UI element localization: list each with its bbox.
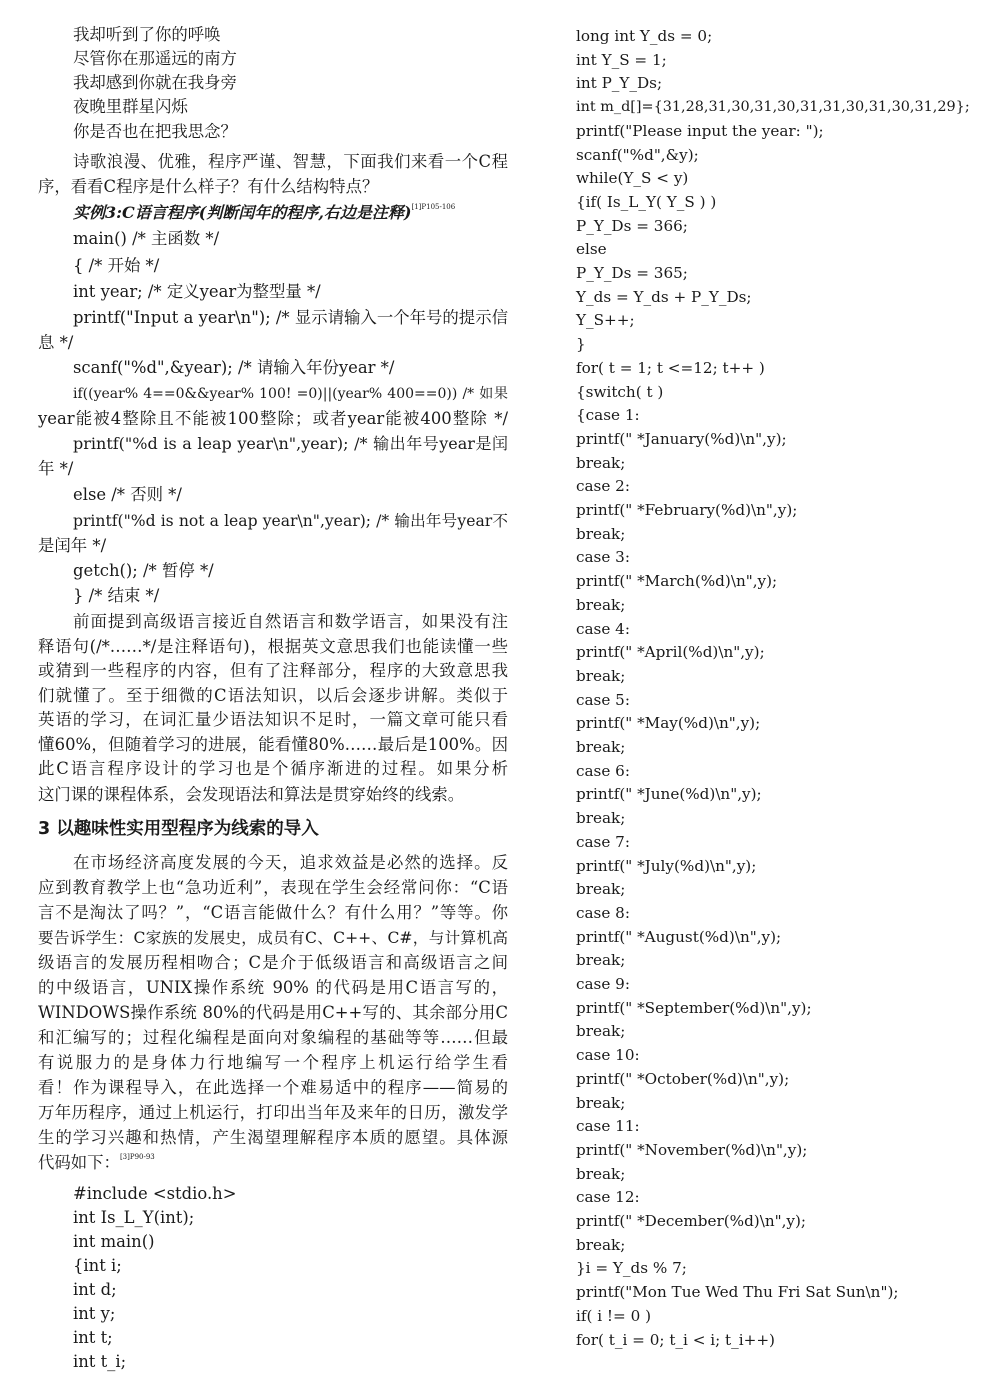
code-line: printf(" *April(%d)\n",y);	[576, 643, 765, 662]
code-line: case 7:	[576, 832, 630, 851]
paragraph-line: 级语言的发展历程相吻合；C是介于低级语言和高级语言之间	[38, 953, 508, 972]
paragraph-line	[38, 1153, 155, 1173]
section-heading: 3 以趣味性实用型程序为线索的导入	[38, 819, 319, 839]
paragraph-line: 序，看看C程序是什么样子？有什么结构特点？	[38, 177, 379, 196]
code-line: printf(" *September(%d)\n",y);	[576, 998, 812, 1017]
code-line: break;	[576, 1235, 626, 1254]
code-line: case 2:	[576, 477, 630, 496]
paragraph-line: 诗歌浪漫、优雅，程序严谨、智慧，下面我们来看一个C程	[73, 152, 508, 171]
paragraph-line: WINDOWS操作系统 80%的代码是用C++写的、其余部分用C	[38, 1003, 508, 1022]
code-line: case 6:	[576, 761, 630, 780]
code-line: break;	[576, 1164, 626, 1183]
code-line: {if( Is_L_Y( Y_S ) )	[576, 192, 717, 211]
code-line: case 9:	[576, 975, 630, 993]
code-line: int P_Y_Ds;	[576, 74, 663, 93]
paragraph-text: 代码如下：	[38, 1153, 120, 1172]
paragraph-line: 万年历程序，通过上机运行，打印出当年及来年的日历，激发学	[38, 1103, 508, 1122]
code-line: Y_S++;	[576, 311, 635, 330]
paragraph-line: 们就懂了。至于细微的C语法知识，以后会逐步讲解。类似于	[38, 686, 508, 705]
code-line: else /* 否则 */	[73, 485, 182, 504]
code-line: Y_ds = Y_ds + P_Y_Ds;	[576, 287, 752, 306]
code-line: int y;	[73, 1304, 116, 1323]
code-line: case 5:	[576, 690, 630, 709]
code-line: main() /* 主函数 */	[73, 229, 220, 248]
poem-line: 夜晚里群星闪烁	[73, 97, 188, 116]
code-line: for( t = 1; t <=12; t++ )	[576, 358, 765, 377]
code-line: int year; /* 定义year为整型量 */	[73, 282, 321, 301]
code-line: scanf("%d",&year); /* 请输入年份year */	[73, 358, 395, 377]
code-line: scanf("%d",&y);	[576, 145, 699, 164]
code-line: } /* 结束 */	[73, 586, 160, 605]
paragraph-line: 应到教育教学上也“急功近利”，表现在学生会经常问你：“C语	[38, 878, 508, 897]
paragraph-line: 懂60%，但随着学习的进展，能看懂80%……最后是100%。因	[38, 735, 508, 754]
code-line: printf(" *February(%d)\n",y);	[576, 501, 798, 519]
code-line: {switch( t )	[576, 382, 664, 401]
code-line: break;	[576, 1093, 626, 1112]
code-line: 年 */	[38, 459, 74, 478]
code-line: printf(" *January(%d)\n",y);	[576, 429, 787, 448]
paragraph-line: 释语句(/*……*/是注释语句)，根据英文意思我们也能读懂一些	[38, 637, 508, 656]
code-line: break;	[576, 524, 626, 543]
code-line: case 8:	[576, 903, 630, 922]
poem-line: 我却感到你就在我身旁	[73, 73, 237, 92]
paragraph-line: 生的学习兴趣和热情，产生渴望理解程序本质的愿望。具体源	[38, 1128, 508, 1147]
poem-line: 我却听到了你的呼唤	[73, 25, 221, 44]
code-line: break;	[576, 666, 626, 685]
code-line: }i = Y_ds % 7;	[576, 1259, 687, 1278]
code-line: else	[576, 240, 607, 259]
code-line: int Is_L_Y(int);	[73, 1208, 195, 1227]
code-line: printf("Input a year\n"); /* 显示请输入一个年号的提示信	[73, 308, 508, 327]
code-line: long int Y_ds = 0;	[576, 27, 713, 45]
code-line: year能被4整除且不能被100整除；或者year能被400整除 */	[38, 409, 508, 428]
code-line: for( t_i = 0; t_i < i; t_i++)	[576, 1330, 775, 1349]
code-line: case 10:	[576, 1046, 640, 1065]
code-line: break;	[576, 951, 626, 970]
paragraph-line: 英语的学习，在词汇量少语法知识不足时，一篇文章可能只看	[38, 710, 508, 729]
code-line: printf(" *August(%d)\n",y);	[576, 927, 782, 946]
code-line: while(Y_S < y)	[576, 169, 689, 188]
paragraph-line: 的中级语言，UNIX操作系统 90% 的代码是用C语言写的，	[38, 978, 508, 997]
paragraph-line: 前面提到高级语言接近自然语言和数学语言，如果没有注	[73, 612, 508, 631]
paragraph-line: 在市场经济高度发展的今天，追求效益是必然的选择。反	[73, 853, 508, 872]
code-line: { /* 开始 */	[73, 256, 160, 275]
example-caption	[73, 203, 455, 223]
code-line: printf(" *May(%d)\n",y);	[576, 714, 761, 733]
code-line: int t;	[73, 1328, 113, 1347]
paragraph-line: 有说服力的是身体力行地编写一个程序上机运行给学生看	[38, 1053, 508, 1072]
code-line: break;	[576, 595, 626, 614]
code-line: #include <stdio.h>	[73, 1184, 237, 1203]
code-line: printf(" *July(%d)\n",y);	[576, 856, 757, 875]
code-line: case 3:	[576, 548, 630, 567]
paragraph-line: 要告诉学生：C家族的发展史，成员有C、C++、C#，与计算机高	[38, 929, 508, 947]
code-line: printf(" *March(%d)\n",y);	[576, 572, 778, 591]
example-reference: [1]P105-106	[411, 203, 456, 211]
code-line: printf(" *June(%d)\n",y);	[576, 785, 762, 804]
example-title: 实例3:C语言程序(判断闰年的程序,右边是注释)	[73, 203, 412, 222]
poem-line: 你是否也在把我思念？	[73, 122, 237, 141]
code-line: break;	[576, 809, 626, 828]
paragraph-line: 和汇编写的；过程化编程是面向对象编程的基础等等……但最	[38, 1028, 508, 1047]
code-line: getch(); /* 暂停 */	[73, 561, 214, 580]
code-line: printf("%d is a leap year\n",year); /* 输出年号year是闰	[73, 434, 508, 453]
code-line: int m_d[]={31,28,31,30,31,30,31,31,30,31,30,31,29};	[576, 99, 970, 116]
code-line: P_Y_Ds = 366;	[576, 216, 688, 235]
code-line: int Y_S = 1;	[576, 50, 667, 69]
code-line: case 12:	[576, 1188, 640, 1207]
code-line: case 4:	[576, 619, 630, 638]
code-line: printf("%d is not a leap year\n",year); /* 输出年号year不	[73, 512, 508, 530]
code-line: int t_i;	[73, 1352, 127, 1371]
code-line: 是闰年 */	[38, 536, 107, 555]
code-line: 息 */	[38, 333, 74, 352]
code-line: case 11:	[576, 1117, 640, 1136]
paragraph-line: 看！作为课程导入，在此选择一个难易适中的程序——简易的	[38, 1078, 508, 1097]
paragraph-line: 这门课的课程体系，会发现语法和算法是贯穿始终的线索。	[38, 785, 465, 804]
code-line: printf(" *October(%d)\n",y);	[576, 1069, 790, 1088]
code-line: printf("Please input the year: ");	[576, 121, 824, 140]
code-line: {int i;	[73, 1256, 122, 1275]
citation-reference: [3]P90-93	[119, 1153, 155, 1161]
code-line: break;	[576, 880, 626, 899]
code-line: if((year% 4==0&&year% 100! =0)||(year% 400==0)) /* 如果	[73, 386, 508, 402]
code-line: int d;	[73, 1280, 117, 1299]
poem-line: 尽管你在那遥远的南方	[73, 49, 237, 68]
code-line: int main()	[73, 1232, 155, 1251]
paragraph-line: 或猜到一些程序的内容，但有了注释部分，程序的大致意思我	[38, 661, 508, 680]
code-line: break;	[576, 738, 626, 756]
code-line: P_Y_Ds = 365;	[576, 264, 688, 282]
code-line: {case 1:	[576, 406, 640, 425]
code-line: printf(" *November(%d)\n",y);	[576, 1140, 808, 1159]
code-line: if( i != 0 )	[576, 1306, 651, 1325]
code-line: }	[576, 335, 586, 354]
code-line: break;	[576, 453, 626, 472]
code-line: printf(" *December(%d)\n",y);	[576, 1212, 807, 1230]
code-line: printf("Mon Tue Wed Thu Fri Sat Sun\n");	[576, 1283, 899, 1302]
paragraph-line: 言不是淘汰了吗？”，“C语言能做什么？有什么用？”等等。你	[38, 903, 508, 922]
paragraph-line: 此C语言程序设计的学习也是个循序渐进的过程。如果分析	[38, 759, 508, 778]
code-line: break;	[576, 1022, 626, 1041]
